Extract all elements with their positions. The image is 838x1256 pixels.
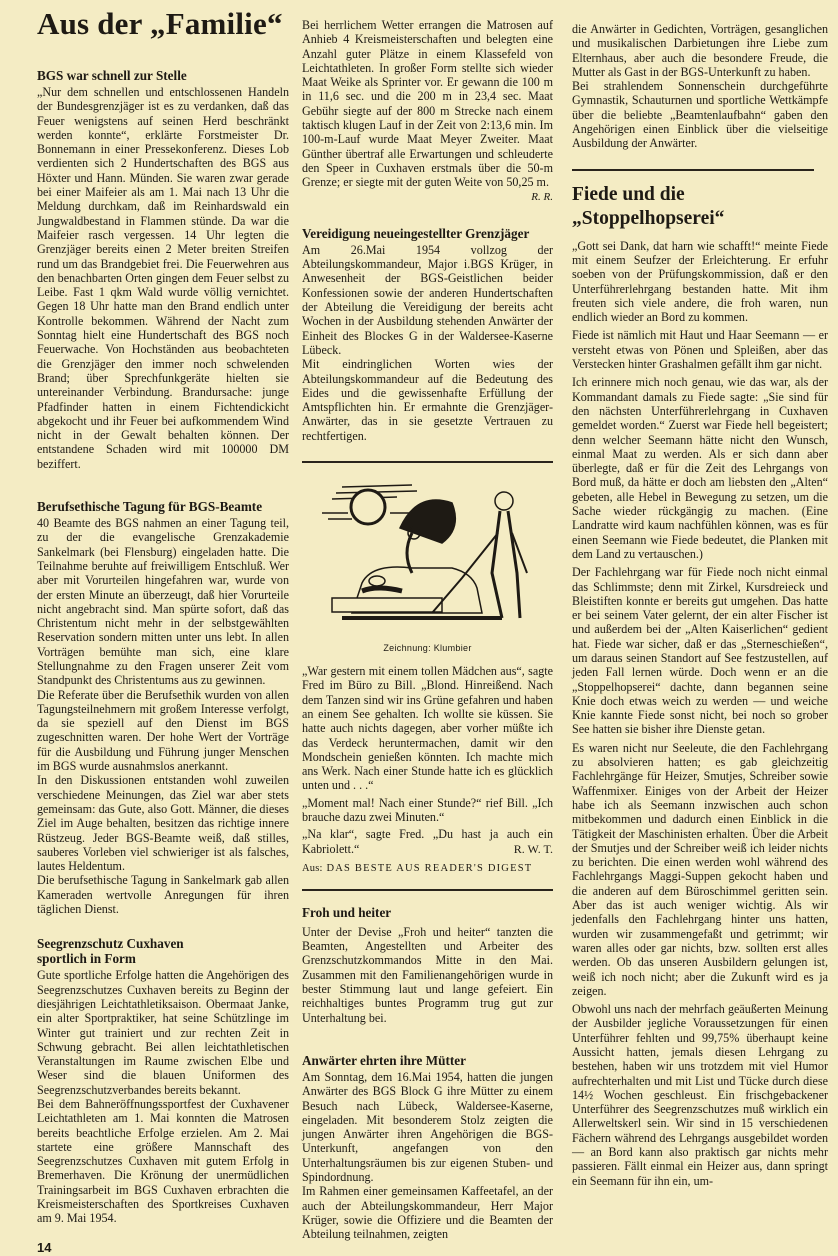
source-name: DAS BESTE AUS READER'S DIGEST [326, 862, 533, 874]
paragraph: Es waren nicht nur Seeleute, die den Fachlehrgang zu absolvieren hatten; es gab gleichzeitig Fachlehrgänge für Heizer, Smutjes, Schreiber sowie Waffenmixer. Einiges von der Arbeit der Heizer habe ich als Seemann inzwischen auch schon mitbekommen und dadurch einen Einblick in die Tätigkeit der Maschinisten erhalten. Über die Arbeit der Smutjes und der Schreiber weiß ich leider nichts zu berichten. Die einen werden wohl während des Fachlehrgangs Maggi-Suppen gekocht haben und die anderen auf dem Büroschimmel geritten sein. Aber das ist auch weniger wichtig. Als wir jedenfalls den Fachlehrgang hinter uns hatten, wurden wir zusammengefaßt und getrimmt; wir waren alles oder gar nichts, bzw. sollten erst alles werden. Ob das unseren Ausbildern gelungen ist, weiß ich noch nicht; aber die Zukunft wird es ja zeigen. [572, 740, 828, 998]
cartoon-caption: Zeichnung: Klumbier [383, 643, 472, 654]
paragraph: „War gestern mit einem tollen Mädchen aus“, sagte Fred im Büro zu Bill. „Blond. Hinreißend. Nach dem Tanzen sind wir ins Grüne gefahren und haben an einem See gehalten. Ich wollte sie küssen. Sie hatte auch nichts dagegen, aber vorher müßte ich das Verdeck heruntermachen, damit wir den Mondschein genießen könnten. Ich machte mich ans Werk. Nach einer Stunde hatte ich es glücklich unten und . . .“ [302, 664, 553, 793]
column-2 [302, 18, 553, 1242]
paragraph: Gute sportliche Erfolge hatten die Angehörigen des Seegrenzschutzes Cuxhaven bereits zu Beginn der diesjährigen Leichtathletiksaison. Obermaat Janke, ein alter Sportpraktiker, hat seine Schützlinge im Winter gut trainiert und zur rechten Zeit in Schwung gebracht. Bei allen leichtathletischen Veranstaltungen im Raume zwischen Elbe und Weser sind die blauen Uniformen des Seegrenzschutzverbandes bereits bekannt. [37, 968, 289, 1097]
paragraph: Mit eindringlichen Worten wies der Abteilungskommandeur auf die Bedeutung des Eides und die gewissenhafte Erfüllung der Amtspflichten hin. Er ermahnte die Grenzjäger-Anwärter, das in sie gesetzte Vertrauen zu rechtfertigen. [302, 357, 553, 443]
divider [572, 169, 814, 171]
paragraph: Die Referate über die Berufsethik wurden von allen Tagungsteilnehmern mit großem Interesse verfolgt, da sie speziell auf den Dienst im BGS zugeschnitten waren. Der hohe Wert der Vorträge für die Ausbildung und Führung junger Menschen im BGS wurde ausnahmslos anerkannt. [37, 687, 289, 774]
column-3 [572, 22, 828, 1188]
author-signature: R. R. [531, 190, 553, 203]
paragraph: Bei dem Bahneröffnungssportfest der Cuxhavener Leichtathleten am 1. Mai konnten die Matrosen bereits beachtliche Erfolge erzielen. Am 2. Mai startete eine größere Mannschaft des Seegrenzschutzes Cuxhaven mit gutem Erfolg in Bremerhaven. Die Krönung der unermüdlichen Trainingsarbeit im BGS Cuxhaven erbrachten die Kreismeisterschaften des Sportkreises Cuxhaven am 9. Mai 1954. [37, 1097, 289, 1226]
author-signature: R. W. T. [513, 841, 553, 856]
article-heading-line2: sportlich in Form [37, 951, 136, 967]
paragraph: Die berufsethische Tagung in Sankelmark gab allen Kameraden wertvolle Anregungen für ihren täglichen Dienst. [37, 873, 289, 917]
paragraph: In den Diskussionen entstanden wohl zuweilen verschiedene Meinungen, das Ziel war aber stets gemeinsam: das Gute, also Gott. Männer, die dieses Ziel im Auge behalten, besitzen das richtige innere Rüstzeug. Jeder BGS-Beamte weiß, daß stilles, sauberes Vorleben viel schwieriger ist als falsches, lautes Heldentum. [37, 773, 289, 874]
article-heading: Anwärter ehrten ihre Mütter [302, 1052, 466, 1068]
paragraph: Im Rahmen einer gemeinsamen Kaffeetafel, an der auch der Abteilungskommandeur, Herr Major Krüger, sowie die Offiziere und die Beamten der Abteilung teilnahmen, zeigten [302, 1184, 553, 1242]
paragraph-text: „Na klar“, sagte Fred. „Du hast ja auch ein Kabriolett.“ [302, 827, 553, 856]
paragraph: 40 Beamte des BGS nahmen an einer Tagung teil, zu der die evangelische Grenzakademie Sankelmark (bei Flensburg) eingeladen hatte. Die Teilnahme beruhte auf freiwilligem Entschluß. Wer aber mit Vorurteilen hingefahren war, wurde von der ersten Minute an überzeugt, daß hier Vorurteile nicht angebracht sind. Man spürte sofort, daß das Christentum nicht mehr in der selbstgewählten Reservation sondern mitten unter uns lebt. In allen Vorträgen bemühte man sich, eine klare Stellungnahme zu den Fragen unserer Zeit vom Standpunkt des Christentums aus zu gewinnen. [37, 516, 289, 688]
article-heading: Seegrenzschutz Cuxhaven [37, 936, 184, 952]
joke [302, 664, 553, 875]
article-bgs-schnell [37, 68, 289, 471]
divider [302, 461, 553, 463]
page-number: 14 [37, 1239, 52, 1255]
article-seegrenzschutz [37, 936, 289, 1225]
article-anwaerter-muetter-continued [572, 22, 828, 151]
article-heading-line2: „Stoppelhopserei“ [572, 207, 725, 229]
source-credit [302, 862, 553, 875]
paragraph: Obwohl uns nach der mehrfach geäußerten Meinung der Ausbilder jegliche Voraussetzungen für einen Unterführer fehlten und 99,75% überhaupt keine Aussicht hatten, jemals diesen Lehrgang zu bestehen, haben wir uns trotzdem mit viel Humor aufrechterhalten und mit List und Tücke durch diese 14½ Wochen geschleust. Ein frischgebackener Unterführer des Seegrenzschutzes muß wirklich ein Allerweltskerl sein. Wir sind in 15 verschiedenen Fächern während des Lehrgangs ausgebildet worden — an Bord kann also praktisch gar nichts mehr passieren. Fällt einmal ein Heizer aus, dann springt ein Seemann für ihn ein, um- [572, 1002, 828, 1188]
paragraph [302, 18, 553, 203]
paragraph: Bei strahlendem Sonnenschein durchgeführte Gymnastik, Schauturnen und sportliche Wettkämpfe über die beliebte „Beamtenlaufbahn“ gaben den Angehörigen einen Einblick über die vielseitige Ausbildung der Anwärter. [572, 79, 828, 151]
paragraph: Unter der Devise „Froh und heiter“ tanzten die Beamten, Angestellten und Arbeiter des Grenzschutzkommandos Mitte in den Mai. Zusammen mit den Familienangehörigen wurde in bester Stimmung laut und lange gefeiert. Ein reichhaltiges buntes Programm trug gut zur Unterhaltung bei. [302, 924, 553, 1025]
article-vereidigung [302, 226, 553, 443]
article-heading: Fiede und die [572, 183, 685, 205]
article-heading: Vereidigung neueingestellter Grenzjäger [302, 225, 530, 241]
article-heading: Froh und heiter [302, 904, 392, 920]
paragraph [302, 827, 553, 856]
column-1 [37, 6, 289, 1256]
paragraph: „Moment mal! Nach einer Stunde?“ rief Bill. „Ich brauche dazu zwei Minuten.“ [302, 795, 553, 824]
article-fiede [572, 183, 828, 1188]
paragraph: Am 26.Mai 1954 vollzog der Abteilungskommandeur, Major i.BGS Krüger, in Anwesenheit der BGS-Geistlichen beider Konfessionen sowie der anderen Hundertschaften der Abteilung die Vereidigung der bereits acht Wochen in der Ausbildung stehenden Anwärter der Einheit des Blockes G in der Waldersee-Kaserne Lübeck. [302, 242, 553, 357]
paragraph-text: Bei herrlichem Wetter errangen die Matrosen auf Anhieb 4 Kreismeisterschaften und belegten eine Anzahl guter Plätze in einem Klassefeld von Leichtathleten. In großer Form stellte sich wieder Maat Weike als Sprinter vor. Er gewann die 100 m in 11,6 sec. und die 200 m in 23,4 sec. Maat Gebühr siegte auf der 800 m Strecke nach einem taktisch klugen Lauf in der Zeit von 2:13,6 min. Im 100-m-Lauf wurde Maat Meyer Zweiter. Maat Günther übertraf alle Erwartungen und schleuderte den Speer in Cuxhaven erstmals über die 50-m Grenze; er siegte mit der guten Weite von 50,25 m. [302, 18, 553, 190]
article-froh-und-heiter [302, 905, 553, 1025]
divider [302, 889, 553, 891]
article-heading: Berufsethische Tagung für BGS-Beamte [37, 499, 263, 515]
paragraph: „Nur dem schnellen und entschlossenen Handeln der Bundesgrenzjäger ist es zu verdanken, daß das Feuer wenigstens auf seinen Herd beschränkt werden konnte“, erklärte Forstmeister Dr. Bonnemann in einer Pressekonferenz. Dieses Lob verdienten sich 2 Hundertschaften des BGS aus Höxter und Hann. Münden. Sie waren zwar gerade bei einer Maifeier als am 1. Mai nach 13 Uhr die Meldung durchkam, daß im Reinhardswald ein Jungwaldbestand in Flammen stünde. Da war die Maifeier rasch vergessen. 14 Uhr legten die Grenzjäger bereits einen 2 Meter breiten Streifen rund um das Brandgebiet frei. Die Feuerwehren aus den benachbarten Orten gingen dem Feuer selbst zu Leibe. Fast 1 qkm Wald wurde völlig vernichtet. Gegen 18 Uhr hatte man den Brand endlich unter Kontrolle bekommen. Während der Nacht zum Sonntag hielt eine Hundertschaft des BGS noch Feuerwache. Von Hochständen aus beobachteten die Grenzjäger den immer noch schwelenden Brand; über Sprechfunkgeräte hielten sie untereinander Verbindung. Brandursache: junge Pfadfinder hatten in einem Fichtendickicht abgekocht und ihr Feuer bei aufkommendem Wind nicht in der Gewalt behalten können. Der entstandene Schaden wird mit 100000 DM beziffert. [37, 85, 289, 471]
paragraph: Fiede ist nämlich mit Haut und Haar Seemann — er versteht etwas von Pönen und Spleißen, aber das Verstecken hinter Grashalmen gefällt ihm gar nicht. [572, 328, 828, 372]
article-anwaerter-muetter [302, 1053, 553, 1242]
paragraph: „Gott sei Dank, dat harn wie schafft!“ meinte Fiede mit einem Seufzer der Erleichterung. Er erfuhr soeben von der Prüfungskommission, daß er den Unterführerlehrgang bestanden hatte. Mit ihm freuten sich viele andere, die froh waren, nun endlich wieder an Bord zu kommen. [572, 238, 828, 325]
paragraph: Der Fachlehrgang war für Fiede noch nicht einmal das Schlimmste; denn mit Zirkel, Kursdreieck und Bleistiften konnte er bereits gut umgehen. Das hatte er bei seinem Vater gelernt, der ein alter Fischer ist und außerdem bei der „Alten Kaiserlichen“ gedient hat. Fiede war sicher, daß er das „Sterneschießen“, um daraus seinen Standort auf See festzustellen, auf jeden Fall lernen würde. Doch wenn er an die „Stoppelhopserei“ dachte, dann begannen seine Knie doch etwas weich zu werden — und weiche Knie kannte Fiede sonst nicht, bei noch so grober See hatten sie bisher ihre Dienste getan. [572, 565, 828, 737]
paragraph: Ich erinnere mich noch genau, wie das war, als der Kommandant damals zu Fiede sagte: „Sie sind für den nächsten Unterführerlehrgang in Cuxhaven gemeldet worden.“ Zuerst war Fiede hell begeistert; denn welcher Seemann hätte nicht den Wunsch, einmal Maat zu werden. Als er sich dann aber überlegte, daß er für die Zeit des Lehrgangs von Bord muß, da hätte er doch am liebsten den „Alten“ gebeten, alle Hebel in Bewegung zu setzen, um die Sache wieder rückgängig zu machen. (Eine Landratte wird kaum nachfühlen können, was es für einen Seemann wie Fiede bedeutet, die Planken mit dem Land zu vertauschen.) [572, 375, 828, 561]
article-berufsethische-tagung [37, 499, 289, 916]
cartoon [302, 473, 553, 654]
paragraph: die Anwärter in Gedichten, Vorträgen, gesanglichen und musikalischen Darbietungen ihre Liebe zum Elternhaus, aber auch die besondere Freude, die Mutter als Gast in der BGS-Unterkunft zu haben. [572, 22, 828, 79]
moon-icon [351, 490, 385, 524]
source-prefix: Aus: [302, 862, 323, 874]
article-seegrenzschutz-continued [302, 18, 553, 204]
page-title: Aus der „Familie“ [37, 6, 283, 41]
paragraph: Am Sonntag, dem 16.Mai 1954, hatten die jungen Anwärter des BGS Block G ihre Mütter zu einem Besuch nach Lübeck, Waldersee-Kaserne, eingeladen. Mit besonderem Stolz zeigten die jungen Anwärter ihren Angehörigen die BGS-Unterkunft, angefangen von den Unterhaltungsräumen bis zur eigenen Stuben- und Spindordnung. [302, 1069, 553, 1185]
cartoon-illustration [302, 473, 553, 638]
article-heading: BGS war schnell zur Stelle [37, 68, 187, 83]
